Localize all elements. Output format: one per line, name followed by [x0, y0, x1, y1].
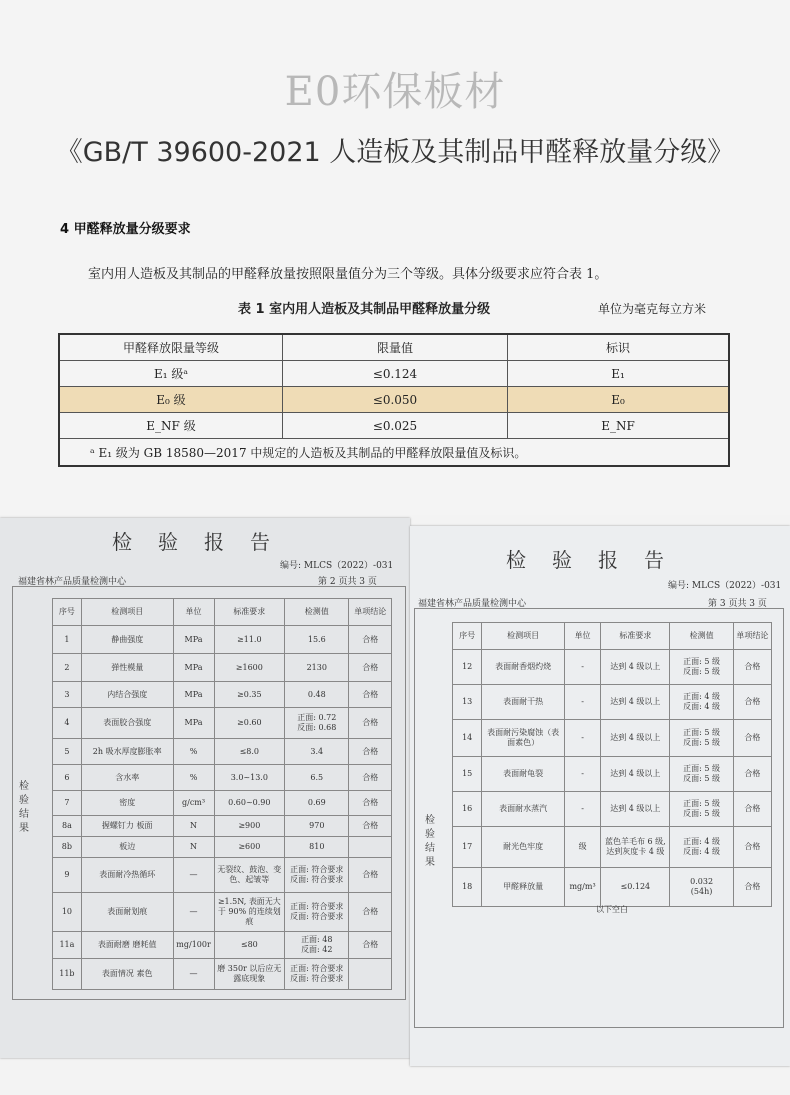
report-cell: 合格 — [349, 816, 392, 837]
report-row — [53, 682, 392, 708]
report-org: 福建省林产品质量检测中心 — [18, 577, 127, 587]
report-header-row — [453, 623, 772, 650]
report-cell: 磨 350r 以后应无露底现象 — [214, 959, 285, 990]
report-footer: 以下空白 — [596, 905, 628, 914]
table-note: ᵃ E₁ 级为 GB 18580—2017 中规定的人造板及其制品的甲醛释放限量值及标识。 — [59, 439, 729, 467]
report-row — [453, 685, 772, 720]
report-cell: 正面: 5 级 反面: 5 级 — [670, 757, 733, 792]
report-cell: 4 — [53, 708, 82, 739]
report-cell: 合格 — [349, 791, 392, 816]
column-header: 甲醛释放限量等级 — [59, 334, 283, 361]
report-org: 福建省林产品质量检测中心 — [418, 599, 527, 609]
table-cell: E₁ — [508, 361, 730, 387]
report-cell: 含水率 — [81, 765, 173, 791]
report-row — [453, 650, 772, 685]
report-cell: N — [173, 837, 214, 858]
report-table — [52, 598, 392, 990]
report-cell: 5 — [53, 739, 82, 765]
report-cell: 15 — [453, 757, 482, 792]
report-cell: 正面: 0.72 反面: 0.68 — [285, 708, 349, 739]
report-cell: — — [173, 858, 214, 893]
report-cell: 2h 吸水厚度膨胀率 — [81, 739, 173, 765]
column-header: 单位 — [564, 623, 600, 650]
report-cell: 14 — [453, 720, 482, 757]
report-cell: 达到 4 级以上 — [601, 792, 670, 827]
report-cell: - — [564, 720, 600, 757]
report-cell: 13 — [453, 685, 482, 720]
report-cell: 1 — [53, 626, 82, 654]
column-header: 单位 — [173, 599, 214, 626]
report-cell: 无裂纹、鼓泡、变色、起皱等 — [214, 858, 285, 893]
report-cell: 8a — [53, 816, 82, 837]
report-row — [53, 708, 392, 739]
report-cell: % — [173, 765, 214, 791]
table-cell: E_NF 级 — [59, 413, 283, 439]
report-row — [53, 765, 392, 791]
report-cell: % — [173, 739, 214, 765]
report-cell: 甲醛释放量 — [482, 868, 565, 907]
inspection-report-page-2 — [0, 518, 410, 1058]
table-cell: ≤0.124 — [283, 361, 508, 387]
column-header: 标准要求 — [214, 599, 285, 626]
grade-table — [58, 333, 730, 467]
report-cell: 内结合强度 — [81, 682, 173, 708]
report-cell: 3 — [53, 682, 82, 708]
report-cell: 表面情况 素色 — [81, 959, 173, 990]
report-cell: 正面: 4 级 反面: 4 级 — [670, 685, 733, 720]
report-cell: 达到 4 级以上 — [601, 757, 670, 792]
report-row — [53, 932, 392, 959]
report-cell: 合格 — [349, 708, 392, 739]
report-row — [53, 791, 392, 816]
report-cell: 表面耐水蒸汽 — [482, 792, 565, 827]
report-row — [453, 868, 772, 907]
report-cell: 正面: 5 级 反面: 5 级 — [670, 720, 733, 757]
table-caption: 表 1 室内用人造板及其制品甲醛释放量分级 — [238, 302, 491, 317]
report-cell: 静曲强度 — [81, 626, 173, 654]
report-cell: 6.5 — [285, 765, 349, 791]
report-row — [53, 837, 392, 858]
report-cell: 12 — [453, 650, 482, 685]
report-cell: ≤8.0 — [214, 739, 285, 765]
report-cell: 合格 — [349, 654, 392, 682]
table-row — [59, 413, 729, 439]
report-cell: 合格 — [349, 682, 392, 708]
report-cell: 合格 — [733, 720, 771, 757]
report-cell: 蓝色羊毛布 6 级, 达到灰度卡 4 级 — [601, 827, 670, 868]
report-number: 编号: MLCS（2022）-031 — [668, 581, 782, 591]
report-cell: ≥1.5N, 表面无大于 90% 的连续划痕 — [214, 893, 285, 932]
report-row — [453, 720, 772, 757]
report-cell: 正面: 5 级 反面: 5 级 — [670, 792, 733, 827]
table-cell: E_NF — [508, 413, 730, 439]
report-cell: 17 — [453, 827, 482, 868]
report-cell: ≥0.60 — [214, 708, 285, 739]
report-cell: 达到 4 级以上 — [601, 720, 670, 757]
column-header: 检测项目 — [482, 623, 565, 650]
report-cell: 970 — [285, 816, 349, 837]
report-cell: 握螺钉力 板面 — [81, 816, 173, 837]
report-cell: N — [173, 816, 214, 837]
column-header: 限量值 — [283, 334, 508, 361]
column-header: 标识 — [508, 334, 730, 361]
report-cell: — — [173, 959, 214, 990]
report-cell: 15.6 — [285, 626, 349, 654]
report-cell: 合格 — [733, 792, 771, 827]
report-title: 检验报告 — [506, 548, 690, 572]
report-cell: 0.60~0.90 — [214, 791, 285, 816]
report-cell: — — [173, 893, 214, 932]
report-number: 编号: MLCS（2022）-031 — [280, 561, 394, 571]
table-cell: ≤0.025 — [283, 413, 508, 439]
report-row — [53, 858, 392, 893]
report-cell: 8b — [53, 837, 82, 858]
report-cell: - — [564, 757, 600, 792]
report-cell: ≥600 — [214, 837, 285, 858]
report-table — [452, 622, 772, 907]
column-header: 检测值 — [670, 623, 733, 650]
report-cell: ≥0.35 — [214, 682, 285, 708]
report-cell: 16 — [453, 792, 482, 827]
report-cell: 合格 — [349, 626, 392, 654]
report-cell: mg/m³ — [564, 868, 600, 907]
report-cell: 0.69 — [285, 791, 349, 816]
report-cell: 3.4 — [285, 739, 349, 765]
table-cell: E₁ 级ᵃ — [59, 361, 283, 387]
report-row — [453, 757, 772, 792]
report-cell: 合格 — [733, 827, 771, 868]
report-cell: 11b — [53, 959, 82, 990]
report-cell: 合格 — [349, 858, 392, 893]
table-cell: ≤0.050 — [283, 387, 508, 413]
report-cell: 合格 — [349, 932, 392, 959]
report-cell: 合格 — [733, 685, 771, 720]
table-note-row — [59, 439, 729, 467]
report-cell: ≤80 — [214, 932, 285, 959]
table-cell: E₀ 级 — [59, 387, 283, 413]
table-unit: 单位为毫克每立方米 — [598, 302, 707, 316]
report-cell — [349, 959, 392, 990]
report-page: 第 3 页共 3 页 — [708, 599, 767, 609]
report-cell: 0.48 — [285, 682, 349, 708]
report-cell: 级 — [564, 827, 600, 868]
report-row — [453, 792, 772, 827]
report-cell: MPa — [173, 682, 214, 708]
page-title: E0环保板材 — [284, 69, 506, 115]
report-cell: 耐光色牢度 — [482, 827, 565, 868]
report-cell: 2130 — [285, 654, 349, 682]
report-header-row — [53, 599, 392, 626]
report-row — [53, 739, 392, 765]
report-cell: 9 — [53, 858, 82, 893]
report-page: 第 2 页共 3 页 — [318, 577, 377, 587]
report-cell: 表面耐磨 磨耗值 — [81, 932, 173, 959]
report-cell: MPa — [173, 626, 214, 654]
column-header: 检测值 — [285, 599, 349, 626]
section-heading: 4 甲醛释放量分级要求 — [60, 222, 191, 237]
column-header: 单项结论 — [733, 623, 771, 650]
column-header: 序号 — [53, 599, 82, 626]
report-cell: 6 — [53, 765, 82, 791]
report-cell: 3.0~13.0 — [214, 765, 285, 791]
report-cell: 密度 — [81, 791, 173, 816]
report-cell: 正面: 符合要求 反面: 符合要求 — [285, 959, 349, 990]
report-title: 检验报告 — [112, 530, 296, 554]
table-cell: E₀ — [508, 387, 730, 413]
standard-name: 《GB/T 39600-2021 人造板及其制品甲醛释放量分级》 — [55, 137, 735, 168]
report-cell: 合格 — [733, 868, 771, 907]
report-cell: 18 — [453, 868, 482, 907]
report-cell: - — [564, 792, 600, 827]
report-cell: 正面: 4 级 反面: 4 级 — [670, 827, 733, 868]
report-row — [53, 959, 392, 990]
section-paragraph: 室内用人造板及其制品的甲醛释放量按照限量值分为三个等级。具体分级要求应符合表 1。 — [88, 267, 608, 282]
report-cell: 合格 — [349, 765, 392, 791]
standard-excerpt — [0, 0, 790, 515]
column-header: 标准要求 — [601, 623, 670, 650]
report-row — [53, 893, 392, 932]
report-cell: 正面: 符合要求 反面: 符合要求 — [285, 858, 349, 893]
report-cell: 合格 — [733, 650, 771, 685]
report-cell: g/cm³ — [173, 791, 214, 816]
report-cell: 弹性模量 — [81, 654, 173, 682]
column-header: 检测项目 — [81, 599, 173, 626]
table-row-highlighted — [59, 387, 729, 413]
report-cell: 正面: 48 反面: 42 — [285, 932, 349, 959]
column-header: 单项结论 — [349, 599, 392, 626]
report-cell: 板边 — [81, 837, 173, 858]
report-cell: 合格 — [349, 739, 392, 765]
report-cell: 达到 4 级以上 — [601, 650, 670, 685]
report-cell: 7 — [53, 791, 82, 816]
report-cell: 表面耐干热 — [482, 685, 565, 720]
report-row — [53, 816, 392, 837]
column-header: 序号 — [453, 623, 482, 650]
report-cell: 达到 4 级以上 — [601, 685, 670, 720]
report-cell: 10 — [53, 893, 82, 932]
report-cell: 2 — [53, 654, 82, 682]
report-cell: 表面耐香烟灼烧 — [482, 650, 565, 685]
report-cell: 合格 — [349, 893, 392, 932]
report-cell: ≤0.124 — [601, 868, 670, 907]
table-row — [59, 361, 729, 387]
inspection-report-page-3 — [410, 526, 790, 1066]
side-label: 检验结果 — [425, 815, 435, 868]
report-cell: ≥1600 — [214, 654, 285, 682]
report-cell: - — [564, 685, 600, 720]
report-row — [453, 827, 772, 868]
report-cell: 表面耐冷热循环 — [81, 858, 173, 893]
report-row — [53, 626, 392, 654]
report-cell: 表面耐划痕 — [81, 893, 173, 932]
report-cell — [349, 837, 392, 858]
side-label: 检验结果 — [19, 781, 29, 834]
report-cell: MPa — [173, 654, 214, 682]
report-cell: - — [564, 650, 600, 685]
report-cell: 合格 — [733, 757, 771, 792]
table-header-row — [59, 334, 729, 361]
report-cell: 0.032 (54h) — [670, 868, 733, 907]
report-row — [53, 654, 392, 682]
report-cell: ≥900 — [214, 816, 285, 837]
report-cell: 表面胶合强度 — [81, 708, 173, 739]
report-cell: MPa — [173, 708, 214, 739]
report-cell: mg/100r — [173, 932, 214, 959]
report-cell: 11a — [53, 932, 82, 959]
report-cell: 表面耐龟裂 — [482, 757, 565, 792]
report-cell: 正面: 符合要求 反面: 符合要求 — [285, 893, 349, 932]
report-cell: 810 — [285, 837, 349, 858]
report-cell: 表面耐污染腐蚀（表面素色） — [482, 720, 565, 757]
report-cell: 正面: 5 级 反面: 5 级 — [670, 650, 733, 685]
report-cell: ≥11.0 — [214, 626, 285, 654]
